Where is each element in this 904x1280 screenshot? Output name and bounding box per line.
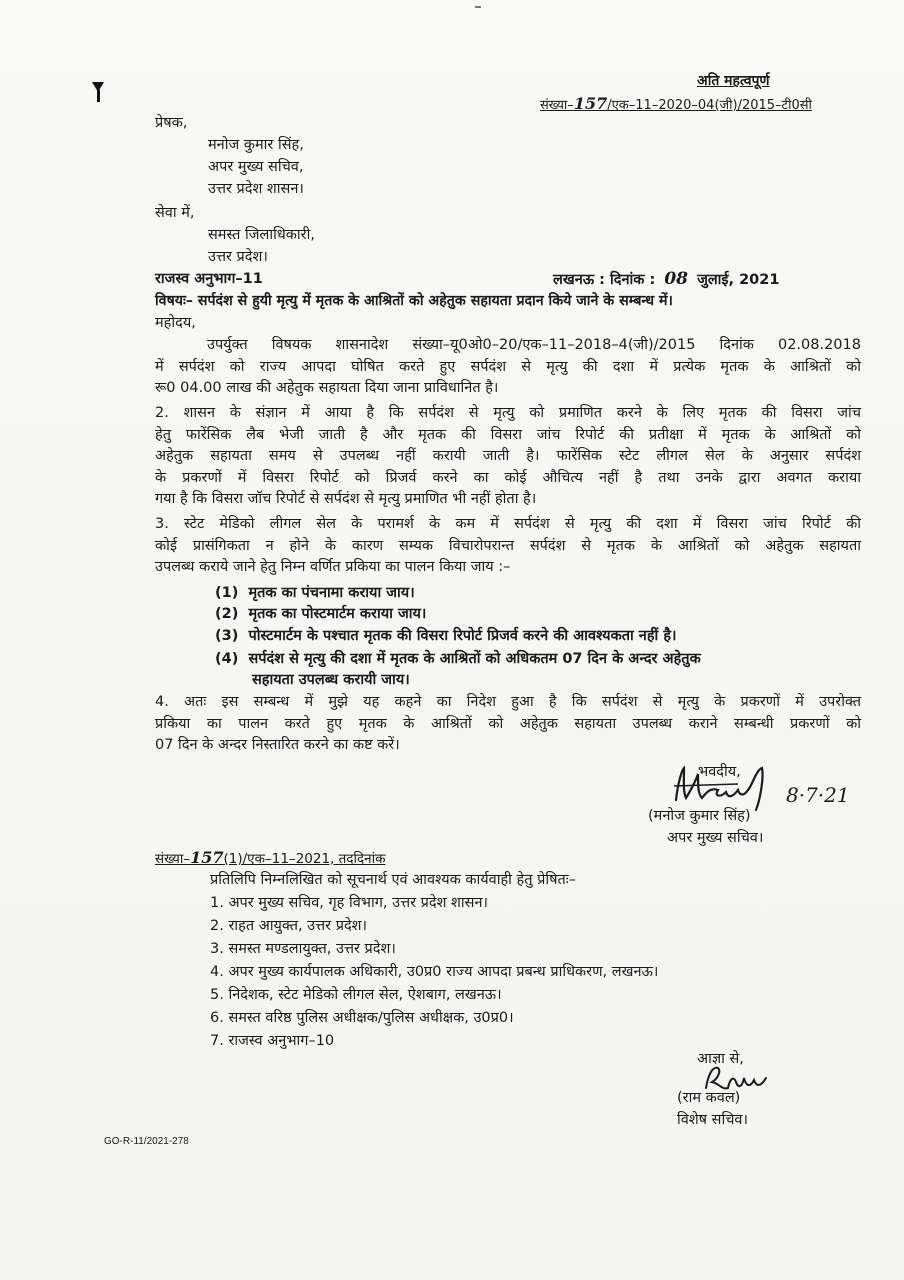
paragraph-line: में सर्पदंश को राज्य आपदा घोषित करते हुए सर्पदंश से मृत्यु की दशा में प्रत्येक मृतक के आश्रितों को: [155, 358, 861, 375]
point-1: [215, 583, 415, 603]
point-number: (2): [215, 606, 239, 622]
point-number: (4): [215, 651, 239, 667]
date-day: 08: [664, 269, 688, 289]
closing-bhavdiya: भवदीय,: [698, 764, 741, 780]
priority-label: अति महत्वपूर्ण: [697, 73, 770, 89]
salutation: महोदय,: [155, 315, 196, 331]
point-text: मृतक का पंचनामा कराया जाय।: [248, 585, 415, 601]
sender-office: उत्तर प्रदेश शासन।: [208, 181, 304, 197]
copy-list-item: 1. अपर मुख्य सचिव, गृह विभाग, उत्तर प्रदेश शासन।: [210, 895, 489, 911]
paragraph-line: रू0 04.00 लाख की अहेतुक सहायता दिया जाना प्राविधानित है।: [155, 380, 499, 396]
date-month-year: जुलाई, 2021: [697, 272, 780, 288]
point-number: (1): [215, 585, 239, 601]
signatory-name: (मनोज कुमार सिंह): [648, 808, 751, 824]
ref-number-handwritten: 157: [573, 94, 608, 113]
subject-line: विषयः– सर्पदंश से हुयी मृत्यु में मृतक के आश्रितों को अहेतुक सहायता प्रदान किये जाने के सम्बन्ध में।: [155, 293, 673, 309]
scan-mark: [475, 6, 481, 8]
signatory-2-name: (राम कवल): [677, 1090, 741, 1106]
point-text: पोस्टमार्टम के पश्चात मृतक की विसरा रिपोर्ट प्रिजर्व करने की आवश्यकता नहीं है।: [248, 628, 677, 644]
paragraph-4: [155, 692, 861, 757]
point-3: [215, 626, 677, 646]
recipient-name: समस्त जिलाधिकारी,: [208, 227, 315, 243]
point-4: [215, 649, 860, 669]
paragraph-line: 07 दिन के अन्दर निस्तारित करने का कष्ट करें।: [155, 737, 400, 753]
copy-list-item: 5. निदेशक, स्टेट मेडिको लीगल सेल, ऐशबाग, लखनऊ।: [210, 987, 502, 1003]
paragraph-line: 2. शासन के संज्ञान में आया है कि सर्पदंश से मृत्यु को प्रमाणित करने के लिए मृतक की विसरा जांच: [155, 405, 861, 421]
point-4-continuation: सहायता उपलब्ध करायी जाय।: [252, 672, 410, 688]
sender-label: प्रेषक,: [155, 115, 188, 131]
paragraph-line: अहेतुक सहायता समय से उपलब्ध नहीं करायी जाती है। फारेंसिक स्टेट लीगल सेल के अनुसार सर्पदंश: [155, 448, 861, 464]
paragraph-line: गया है कि विसरा जॉच रिपोर्ट से सर्पदंश से मृत्यु प्रमाणित भी नहीं होता है।: [155, 491, 537, 507]
paragraph-line: कोई प्रासंगिकता न होने के कारण सम्यक विचारोपरान्त सर्पदंश से मृतक के आश्रितों को अहेतुक सहायता: [155, 537, 861, 554]
punch-mark-icon: [92, 82, 104, 92]
paragraph-line: हेतु फारेंसिक लैब भेजी जाती है और मृतक की विसरा जांच रिपोर्ट की प्रतीक्षा में मृतक के आश्रितों को: [155, 426, 861, 443]
paragraph-line: के प्रकरणों में विसरा रिपोर्ट को प्रिजर्व करने का कोई औचित्य नहीं है तथा उनके द्वारा अवगत कराया: [155, 469, 861, 486]
paragraph-2: [155, 403, 861, 511]
copy-reference: [155, 848, 386, 869]
place-label: लखनऊ : दिनांक :: [553, 272, 656, 288]
reference-number: [540, 94, 812, 116]
handwritten-signature-1: [668, 760, 778, 812]
paragraph-1: [155, 335, 861, 400]
paragraph-line: 3. स्टेट मेडिको लीगल सेल के परामर्श के कम में सर्पदंश से मृत्यु की दशा में विसरा जांच रिपोर्ट की: [155, 516, 861, 532]
paragraph-line: उपलब्ध कराये जाने हेतु निम्न वर्णित प्रकिया का पालन किया जाय :–: [155, 559, 511, 575]
recipient-label: सेवा में,: [155, 205, 195, 221]
footer-code: GO-R-11/2021-278: [104, 1136, 189, 1147]
signature-date: 8·7·21: [786, 783, 850, 807]
signatory-designation: अपर मुख्य सचिव।: [667, 830, 764, 846]
point-text: मृतक का पोस्टमार्टम कराया जाय।: [248, 606, 427, 622]
copy-list-item: 4. अपर मुख्य कार्यपालक अधिकारी, उ0प्र0 राज्य आपदा प्रबन्ध प्राधिकरण, लखनऊ।: [210, 964, 659, 980]
paragraph-line: 4. अतः इस सम्बन्ध में मुझे यह कहने का निदेश हुआ है कि सर्पदंश से मृत्यु के प्रकरणों में उपरोक्त: [155, 694, 861, 710]
paragraph-line: उपर्युक्त विषयक शासनादेश संख्या–यू0ओ0–20/एक–11–2018–4(जी)/2015 दिनांक 02.08.2018: [207, 337, 861, 353]
copy-list-item: 3. समस्त मण्डलायुक्त, उत्तर प्रदेश।: [210, 941, 396, 957]
point-2: [215, 604, 426, 624]
ref-prefix: संख्या–: [540, 98, 574, 113]
copy-list-item: 7. राजस्व अनुभाग–10: [210, 1033, 335, 1049]
closing-aagya-se: आज्ञा से,: [697, 1051, 744, 1067]
section-name: राजस्व अनुभाग–11: [155, 271, 263, 287]
sender-name: मनोज कुमार सिंह,: [208, 137, 304, 153]
recipient-place: उत्तर प्रदेश।: [208, 249, 268, 265]
point-number: (3): [215, 628, 239, 644]
copy-ref-number-handwritten: 157: [190, 848, 224, 867]
signatory-2-designation: विशेष सचिव।: [677, 1112, 748, 1128]
copy-intro: प्रतिलिपि निम्नलिखित को सूचनार्थ एवं आवश्यक कार्यवाही हेतु प्रेषितः–: [210, 872, 576, 888]
point-text: सर्पदंश से मृत्यु की दशा में मृतक के आश्रितों को अधिकतम 07 दिन के अन्दर अहेतुक: [248, 651, 701, 667]
ref-suffix: /एक–11–2020–04(जी)/2015–टी0सी: [607, 98, 812, 113]
copy-ref-suffix: (1)/एक–11–2021, तददिनांक: [223, 851, 386, 867]
copy-ref-prefix: संख्या–: [155, 851, 191, 867]
sender-designation: अपर मुख्य सचिव,: [208, 159, 304, 175]
copy-list-item: 6. समस्त वरिष्ठ पुलिस अधीक्षक/पुलिस अधीक्षक, उ0प्र0।: [210, 1010, 514, 1026]
copy-list-item: 2. राहत आयुक्त, उत्तर प्रदेश।: [210, 918, 367, 934]
place-date: [553, 269, 779, 290]
paragraph-3: [155, 514, 861, 579]
paragraph-line: प्रकिया का पालन करते हुए मृतक के आश्रितों को अहेतुक सहायता उपलब्ध कराने सम्बन्धी प्रकरणों को: [155, 715, 861, 732]
